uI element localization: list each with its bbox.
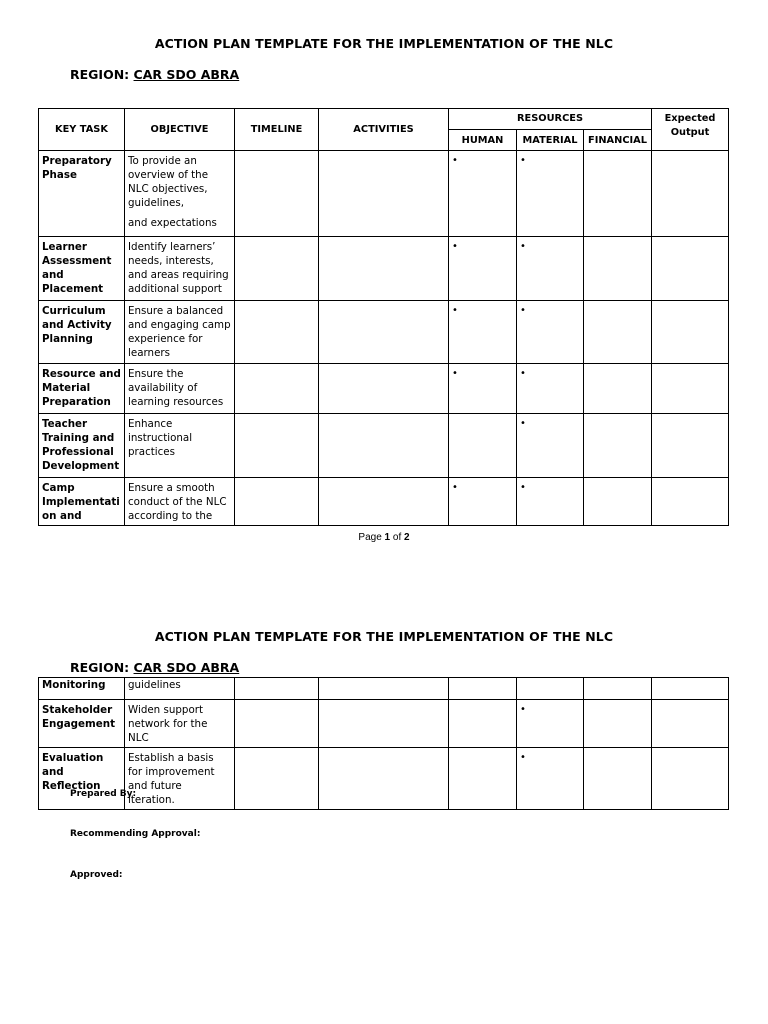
expected-output-cell xyxy=(652,414,729,478)
activities-cell xyxy=(319,478,449,526)
action-plan-table xyxy=(38,108,729,526)
table-row xyxy=(39,678,729,700)
region-value: CAR SDO ABRA xyxy=(133,660,240,675)
objective-cell: Widen support network for the NLC xyxy=(125,700,235,748)
header-human: HUMAN xyxy=(449,130,517,151)
objective-cell: Ensure the availability of learning resources xyxy=(125,364,235,414)
header-objective: OBJECTIVE xyxy=(125,109,235,151)
table-row xyxy=(39,237,729,301)
activities-cell xyxy=(319,414,449,478)
objective-cell: Enhance instructional practices xyxy=(125,414,235,478)
objective-text: and expectations xyxy=(128,217,217,229)
header-expected-output: Expected Output xyxy=(652,109,729,151)
header-key-task: KEY TASK xyxy=(39,109,125,151)
financial-cell xyxy=(584,364,652,414)
human-bullet: • xyxy=(449,364,517,414)
table-row xyxy=(39,364,729,414)
expected-output-cell xyxy=(652,151,729,237)
activities-cell xyxy=(319,364,449,414)
table-row xyxy=(39,301,729,364)
human-bullet: • xyxy=(449,301,517,364)
human-cell xyxy=(449,414,517,478)
financial-cell xyxy=(584,478,652,526)
financial-cell xyxy=(584,237,652,301)
table-row xyxy=(39,748,729,810)
header-activities: ACTIVITIES xyxy=(319,109,449,151)
objective-cell xyxy=(125,151,235,237)
table-row xyxy=(39,414,729,478)
prepared-by-label: Prepared By: xyxy=(70,789,137,799)
table-row xyxy=(39,151,729,237)
objective-cell: Establish a basis for improvement and future iteration. xyxy=(125,748,235,810)
activities-cell xyxy=(319,301,449,364)
table-row xyxy=(39,478,729,526)
human-bullet: • xyxy=(449,237,517,301)
timeline-cell xyxy=(235,364,319,414)
header-resources: RESOURCES xyxy=(449,109,652,130)
key-task-cell: Stakeholder Engagement xyxy=(39,700,125,748)
table-row xyxy=(39,700,729,748)
expected-output-cell xyxy=(652,364,729,414)
material-bullet: • xyxy=(517,364,584,414)
timeline-cell xyxy=(235,301,319,364)
timeline-cell xyxy=(235,151,319,237)
page-total: 2 xyxy=(404,532,410,543)
region-line xyxy=(70,67,239,82)
timeline-cell xyxy=(235,237,319,301)
expected-output-cell xyxy=(652,478,729,526)
key-task-cell: Preparatory Phase xyxy=(39,151,125,237)
approved-label: Approved: xyxy=(70,870,123,880)
page-prefix: Page xyxy=(358,532,385,543)
objective-cell: Ensure a balanced and engaging camp experience for learners xyxy=(125,301,235,364)
objective-text: To provide an overview of the NLC objectives, guidelines, xyxy=(128,155,209,209)
page-number xyxy=(0,532,768,543)
objective-cell: guidelines xyxy=(125,678,235,700)
page-title: ACTION PLAN TEMPLATE FOR THE IMPLEMENTATION OF THE NLC xyxy=(154,36,614,51)
material-bullet: • xyxy=(517,414,584,478)
human-bullet: • xyxy=(449,151,517,237)
financial-cell xyxy=(584,414,652,478)
region-value: CAR SDO ABRA xyxy=(133,67,240,82)
expected-output-cell xyxy=(652,301,729,364)
page2-title: ACTION PLAN TEMPLATE FOR THE IMPLEMENTATION OF THE NLC xyxy=(154,629,614,644)
financial-cell xyxy=(584,301,652,364)
page2-region-line xyxy=(70,660,239,675)
expected-output-cell xyxy=(652,237,729,301)
material-bullet: • xyxy=(517,237,584,301)
activities-cell xyxy=(319,151,449,237)
material-bullet: • xyxy=(517,700,584,748)
objective-cell: Identify learners’ needs, interests, and areas requiring additional support xyxy=(125,237,235,301)
header-timeline: TIMELINE xyxy=(235,109,319,151)
page-of: of xyxy=(390,532,405,543)
key-task-cell: Evaluation and Reflection xyxy=(39,748,125,810)
activities-cell xyxy=(319,237,449,301)
timeline-cell xyxy=(235,478,319,526)
objective-cell: Ensure a smooth conduct of the NLC according to the xyxy=(125,478,235,526)
region-label: REGION: xyxy=(70,67,130,82)
header-financial: FINANCIAL xyxy=(584,130,652,151)
page-current: 1 xyxy=(384,532,391,543)
recommending-approval-label: Recommending Approval: xyxy=(70,829,201,839)
material-bullet: • xyxy=(517,748,584,810)
key-task-cell: Learner Assessment and Placement xyxy=(39,237,125,301)
material-bullet: • xyxy=(517,151,584,237)
region-label: REGION: xyxy=(70,660,130,675)
key-task-cell: Curriculum and Activity Planning xyxy=(39,301,125,364)
key-task-cell: Camp Implementati on and xyxy=(39,478,125,526)
timeline-cell xyxy=(235,414,319,478)
header-material: MATERIAL xyxy=(517,130,584,151)
human-bullet: • xyxy=(449,478,517,526)
key-task-cell: Teacher Training and Professional Development xyxy=(39,414,125,478)
key-task-cell: Resource and Material Preparation xyxy=(39,364,125,414)
key-task-cell: Monitoring xyxy=(39,678,125,700)
material-bullet: • xyxy=(517,478,584,526)
financial-cell xyxy=(584,151,652,237)
action-plan-table-continued xyxy=(38,677,729,810)
material-bullet: • xyxy=(517,301,584,364)
